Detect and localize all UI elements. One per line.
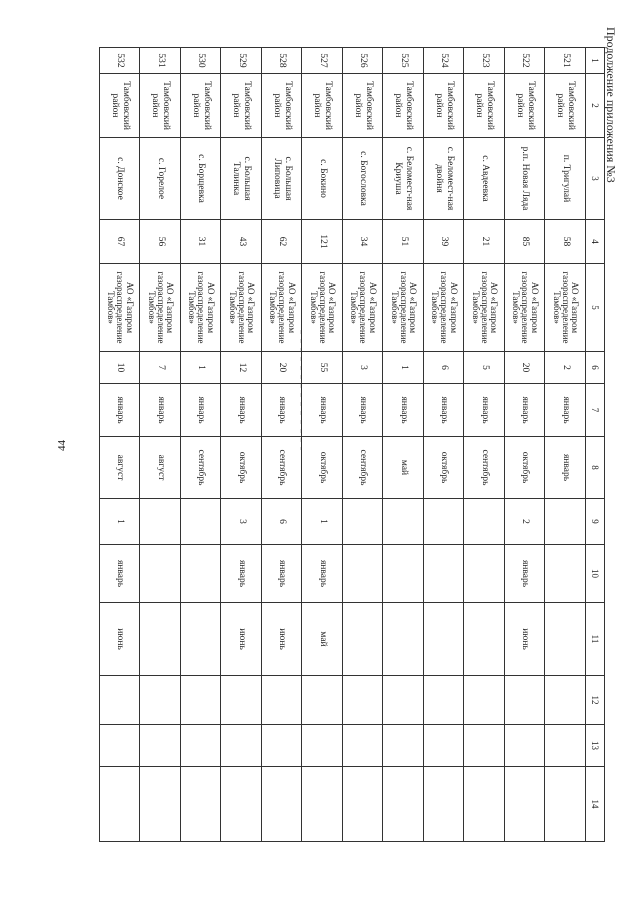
column-header: 14 [586, 767, 605, 842]
extra-start-month-cell: январь [505, 545, 546, 603]
settlement-cell: с. Большая Талинка [221, 138, 262, 220]
settlement-cell: с. Борщевка [181, 138, 222, 220]
total-count-cell: 34 [343, 220, 384, 264]
column-header: 5 [586, 264, 605, 352]
col-12-cell [464, 676, 505, 725]
header-row [586, 48, 605, 842]
district-cell: Тамбовский район [221, 74, 262, 138]
table-row [383, 48, 424, 842]
col-12-cell [100, 676, 141, 725]
col-12-cell [262, 676, 303, 725]
settlement-cell: с. Беломест-ная Криуша [383, 138, 424, 220]
col-13-cell [343, 725, 384, 767]
col-13-cell [181, 725, 222, 767]
end-month-cell: август [100, 437, 141, 499]
col-12-cell [383, 676, 424, 725]
organization-cell: АО «Газпром газораспределение Тамбов» [100, 264, 141, 352]
extra-start-month-cell [140, 545, 181, 603]
total-count-cell: 56 [140, 220, 181, 264]
start-month-cell: январь [545, 384, 586, 437]
total-count-cell: 121 [302, 220, 343, 264]
extra-start-month-cell: январь [302, 545, 343, 603]
end-month-cell: сентябрь [343, 437, 384, 499]
start-month-cell: январь [505, 384, 546, 437]
extra-end-month-cell: июнь [505, 603, 546, 676]
end-month-cell: сентябрь [464, 437, 505, 499]
start-month-cell: январь [464, 384, 505, 437]
column-header: 10 [586, 545, 605, 603]
extra-start-month-cell: январь [221, 545, 262, 603]
organization-cell: АО «Газпром газораспределение Тамбов» [505, 264, 546, 352]
extra-start-month-cell [181, 545, 222, 603]
col-13-cell [262, 725, 303, 767]
extra-count-cell [464, 499, 505, 545]
col-14-cell [262, 767, 303, 842]
extra-end-month-cell [383, 603, 424, 676]
district-cell: Тамбовский район [181, 74, 222, 138]
col-14-cell [221, 767, 262, 842]
district-cell: Тамбовский район [545, 74, 586, 138]
total-count-cell: 85 [505, 220, 546, 264]
extra-count-cell [424, 499, 465, 545]
total-count-cell: 31 [181, 220, 222, 264]
col-14-cell [505, 767, 546, 842]
extra-count-cell [545, 499, 586, 545]
total-count-cell: 67 [100, 220, 141, 264]
table-row [545, 48, 586, 842]
continuation-label: Продолжение приложения №3 [604, 27, 618, 183]
row-number-cell: 531 [140, 48, 181, 74]
col-14-cell [302, 767, 343, 842]
organization-cell: АО «Газпром газораспределение Тамбов» [383, 264, 424, 352]
settlement-cell: с. Беломест-ная двойня [424, 138, 465, 220]
extra-start-month-cell [424, 545, 465, 603]
column-header: 1 [586, 48, 605, 74]
start-month-cell: январь [343, 384, 384, 437]
column-header: 12 [586, 676, 605, 725]
col-13-cell [464, 725, 505, 767]
table-row [262, 48, 303, 842]
column-header: 3 [586, 138, 605, 220]
total-count-cell: 62 [262, 220, 303, 264]
row-number-cell: 526 [343, 48, 384, 74]
end-month-cell: октябрь [424, 437, 465, 499]
extra-end-month-cell: июнь [221, 603, 262, 676]
extra-count-cell: 6 [262, 499, 303, 545]
column-header: 9 [586, 499, 605, 545]
column-header: 4 [586, 220, 605, 264]
column-header: 8 [586, 437, 605, 499]
district-cell: Тамбовский район [140, 74, 181, 138]
col-14-cell [545, 767, 586, 842]
organization-cell: АО «Газпром газораспределение Тамбов» [545, 264, 586, 352]
row-number-cell: 525 [383, 48, 424, 74]
rotated-table-container [99, 47, 605, 841]
settlement-cell: с. Авдеевка [464, 138, 505, 220]
count-cell: 7 [140, 352, 181, 384]
extra-end-month-cell [545, 603, 586, 676]
extra-end-month-cell: май [302, 603, 343, 676]
count-cell: 1 [181, 352, 222, 384]
extra-start-month-cell: январь [262, 545, 303, 603]
table-row [100, 48, 141, 842]
extra-count-cell: 1 [302, 499, 343, 545]
extra-end-month-cell: июнь [262, 603, 303, 676]
table-row [424, 48, 465, 842]
row-number-cell: 524 [424, 48, 465, 74]
start-month-cell: январь [100, 384, 141, 437]
col-13-cell [545, 725, 586, 767]
start-month-cell: январь [262, 384, 303, 437]
district-cell: Тамбовский район [302, 74, 343, 138]
col-12-cell [545, 676, 586, 725]
total-count-cell: 21 [464, 220, 505, 264]
extra-count-cell [181, 499, 222, 545]
extra-start-month-cell: январь [100, 545, 141, 603]
district-cell: Тамбовский район [464, 74, 505, 138]
col-12-cell [302, 676, 343, 725]
district-cell: Тамбовский район [262, 74, 303, 138]
end-month-cell: октябрь [505, 437, 546, 499]
col-13-cell [221, 725, 262, 767]
organization-cell: АО «Газпром газораспределение Тамбов» [221, 264, 262, 352]
row-number-cell: 532 [100, 48, 141, 74]
count-cell: 6 [424, 352, 465, 384]
district-cell: Тамбовский район [100, 74, 141, 138]
row-number-cell: 522 [505, 48, 546, 74]
row-number-cell: 530 [181, 48, 222, 74]
col-14-cell [100, 767, 141, 842]
district-cell: Тамбовский район [343, 74, 384, 138]
col-14-cell [181, 767, 222, 842]
extra-count-cell [343, 499, 384, 545]
col-12-cell [140, 676, 181, 725]
extra-count-cell [383, 499, 424, 545]
count-cell: 20 [262, 352, 303, 384]
column-header: 6 [586, 352, 605, 384]
extra-count-cell [140, 499, 181, 545]
column-header: 2 [586, 74, 605, 138]
row-number-cell: 529 [221, 48, 262, 74]
extra-count-cell: 3 [221, 499, 262, 545]
col-14-cell [140, 767, 181, 842]
total-count-cell: 39 [424, 220, 465, 264]
settlement-cell: с. Бокино [302, 138, 343, 220]
col-13-cell [505, 725, 546, 767]
count-cell: 55 [302, 352, 343, 384]
organization-cell: АО «Газпром газораспределение Тамбов» [181, 264, 222, 352]
district-cell: Тамбовский район [505, 74, 546, 138]
table-row [140, 48, 181, 842]
extra-count-cell: 2 [505, 499, 546, 545]
extra-count-cell: 1 [100, 499, 141, 545]
end-month-cell: май [383, 437, 424, 499]
count-cell: 10 [100, 352, 141, 384]
settlement-cell: р.п. Новая Ляда [505, 138, 546, 220]
start-month-cell: январь [221, 384, 262, 437]
total-count-cell: 43 [221, 220, 262, 264]
extra-end-month-cell [424, 603, 465, 676]
table-row [343, 48, 384, 842]
data-table [99, 47, 605, 842]
table-row [302, 48, 343, 842]
row-number-cell: 528 [262, 48, 303, 74]
extra-start-month-cell [545, 545, 586, 603]
district-cell: Тамбовский район [383, 74, 424, 138]
col-14-cell [464, 767, 505, 842]
extra-end-month-cell: июнь [100, 603, 141, 676]
col-14-cell [343, 767, 384, 842]
settlement-cell: с. Горелое [140, 138, 181, 220]
start-month-cell: январь [181, 384, 222, 437]
table-row [505, 48, 546, 842]
row-number-cell: 523 [464, 48, 505, 74]
table-row [221, 48, 262, 842]
start-month-cell: январь [424, 384, 465, 437]
col-12-cell [343, 676, 384, 725]
col-12-cell [181, 676, 222, 725]
col-12-cell [424, 676, 465, 725]
end-month-cell: сентябрь [262, 437, 303, 499]
extra-start-month-cell [464, 545, 505, 603]
extra-end-month-cell [464, 603, 505, 676]
settlement-cell: п. Тригулай [545, 138, 586, 220]
col-13-cell [424, 725, 465, 767]
extra-end-month-cell [181, 603, 222, 676]
table-body [100, 48, 586, 842]
district-cell: Тамбовский район [424, 74, 465, 138]
organization-cell: АО «Газпром газораспределение Тамбов» [140, 264, 181, 352]
table-row [464, 48, 505, 842]
organization-cell: АО «Газпром газораспределение Тамбов» [302, 264, 343, 352]
col-13-cell [140, 725, 181, 767]
end-month-cell: октябрь [302, 437, 343, 499]
extra-start-month-cell [383, 545, 424, 603]
column-header: 11 [586, 603, 605, 676]
settlement-cell: с. Большая Липовица [262, 138, 303, 220]
column-header: 7 [586, 384, 605, 437]
end-month-cell: август [140, 437, 181, 499]
count-cell: 3 [343, 352, 384, 384]
settlement-cell: с. Богословка [343, 138, 384, 220]
total-count-cell: 51 [383, 220, 424, 264]
row-number-cell: 521 [545, 48, 586, 74]
col-12-cell [505, 676, 546, 725]
count-cell: 5 [464, 352, 505, 384]
total-count-cell: 58 [545, 220, 586, 264]
end-month-cell: январь [545, 437, 586, 499]
col-14-cell [383, 767, 424, 842]
column-header: 13 [586, 725, 605, 767]
col-13-cell [302, 725, 343, 767]
start-month-cell: январь [302, 384, 343, 437]
organization-cell: АО «Газпром газораспределение Тамбов» [343, 264, 384, 352]
start-month-cell: январь [383, 384, 424, 437]
extra-end-month-cell [343, 603, 384, 676]
organization-cell: АО «Газпром газораспределение Тамбов» [262, 264, 303, 352]
organization-cell: АО «Газпром газораспределение Тамбов» [464, 264, 505, 352]
col-13-cell [100, 725, 141, 767]
extra-end-month-cell [140, 603, 181, 676]
col-14-cell [424, 767, 465, 842]
count-cell: 20 [505, 352, 546, 384]
count-cell: 12 [221, 352, 262, 384]
settlement-cell: с. Донское [100, 138, 141, 220]
table-row [181, 48, 222, 842]
end-month-cell: сентябрь [181, 437, 222, 499]
count-cell: 2 [545, 352, 586, 384]
organization-cell: АО «Газпром газораспределение Тамбов» [424, 264, 465, 352]
col-13-cell [383, 725, 424, 767]
extra-start-month-cell [343, 545, 384, 603]
row-number-cell: 527 [302, 48, 343, 74]
start-month-cell: январь [140, 384, 181, 437]
page-number: 44 [56, 440, 68, 451]
col-12-cell [221, 676, 262, 725]
end-month-cell: октябрь [221, 437, 262, 499]
count-cell: 1 [383, 352, 424, 384]
